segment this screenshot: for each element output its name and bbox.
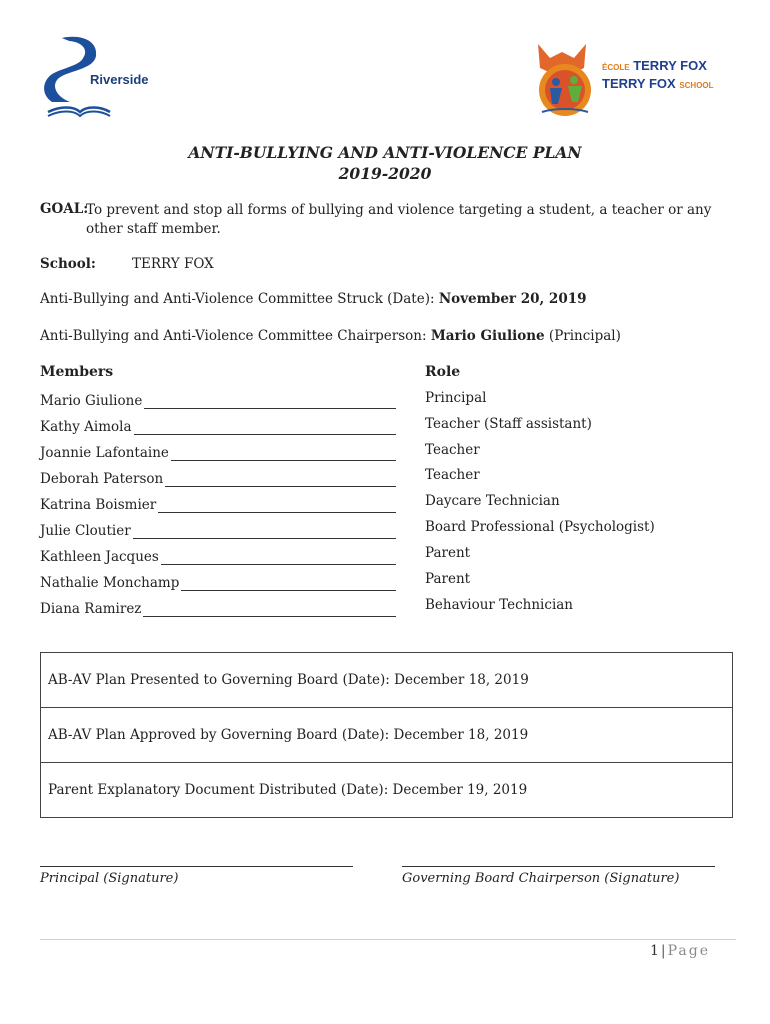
member-underline [144, 393, 396, 409]
plan-approved-text: AB-AV Plan Approved by Governing Board (Date): December 18, 2019 [48, 727, 529, 743]
committee-struck-line [40, 291, 587, 307]
chairperson-signature-label: Governing Board Chairperson (Signature) [402, 871, 680, 886]
committee-chair-role: (Principal) [548, 328, 621, 344]
member-role: Teacher [425, 442, 480, 458]
member-row [40, 597, 396, 617]
member-name: Julie Cloutier [40, 523, 131, 539]
page-word: Page [667, 943, 711, 959]
member-row [40, 519, 396, 539]
members-header: Members [40, 364, 114, 380]
plan-date-row [41, 708, 732, 763]
committee-struck-date: November 20, 2019 [438, 291, 587, 307]
committee-chair-line [40, 328, 621, 344]
member-role: Parent [425, 545, 471, 561]
principal-signature-line [40, 866, 353, 867]
member-name: Katrina Boismier [40, 497, 157, 513]
committee-chair-label: Anti-Bullying and Anti-Violence Committee Chairperson: [40, 328, 427, 344]
document-title: ANTI-BULLYING AND ANTI-VIOLENCE PLAN [188, 143, 582, 162]
member-row [40, 493, 396, 513]
page-number: 1 | Page [650, 943, 711, 959]
member-name: Joannie Lafontaine [40, 445, 169, 461]
member-underline [158, 497, 396, 513]
terry-fox-logo [532, 38, 714, 120]
member-name: Deborah Paterson [40, 471, 164, 487]
member-role: Board Professional (Psychologist) [425, 519, 655, 535]
plan-date-row [41, 653, 732, 708]
goal-label: GOAL: [40, 201, 89, 217]
member-name: Kathleen Jacques [40, 549, 159, 565]
plan-presented-text: AB-AV Plan Presented to Governing Board (Date): December 18, 2019 [48, 672, 529, 688]
member-row [40, 571, 396, 591]
principal-signature-label: Principal (Signature) [40, 871, 179, 886]
member-name: Mario Giulione [40, 393, 143, 409]
riverside-logo-text: Riverside [90, 72, 149, 87]
parent-document-text: Parent Explanatory Document Distributed (Date): December 19, 2019 [48, 782, 528, 798]
member-role: Principal [425, 390, 487, 406]
committee-chair-name: Mario Giulione [430, 328, 545, 344]
member-role: Behaviour Technician [425, 597, 573, 613]
member-underline [181, 575, 396, 591]
terry-fox-logo-line1: ÉCOLE TERRY FOX [602, 58, 707, 73]
member-row [40, 545, 396, 565]
member-role: Teacher (Staff assistant) [425, 416, 592, 432]
member-underline [143, 601, 396, 617]
terry-fox-logo-line2: TERRY FOX SCHOOL [602, 76, 714, 91]
member-underline [171, 445, 396, 461]
footer-divider [40, 939, 736, 940]
role-header: Role [425, 364, 461, 380]
member-row [40, 415, 396, 435]
member-row [40, 467, 396, 487]
plan-date-row [41, 763, 732, 817]
member-row [40, 389, 396, 409]
member-name: Diana Ramirez [40, 601, 142, 617]
chairperson-signature-line [402, 866, 715, 867]
member-underline [165, 471, 396, 487]
member-underline [134, 419, 396, 435]
member-role: Parent [425, 571, 471, 587]
school-label: School: [40, 256, 96, 272]
committee-struck-label: Anti-Bullying and Anti-Violence Committee Struck (Date): [40, 291, 435, 307]
goal-text: To prevent and stop all forms of bullying and violence targeting a student, a teacher or any other staff member. [86, 202, 712, 237]
member-role: Daycare Technician [425, 493, 560, 509]
riverside-logo [40, 30, 170, 125]
plan-dates-table [40, 652, 733, 818]
document-year: 2019-2020 [338, 164, 432, 183]
member-role: Teacher [425, 467, 480, 483]
page-number-value: 1 [650, 943, 659, 959]
member-name: Nathalie Monchamp [40, 575, 180, 591]
member-name: Kathy Aimola [40, 419, 132, 435]
member-underline [161, 549, 396, 565]
school-value: TERRY FOX [132, 256, 214, 272]
member-row [40, 441, 396, 461]
member-underline [133, 523, 396, 539]
